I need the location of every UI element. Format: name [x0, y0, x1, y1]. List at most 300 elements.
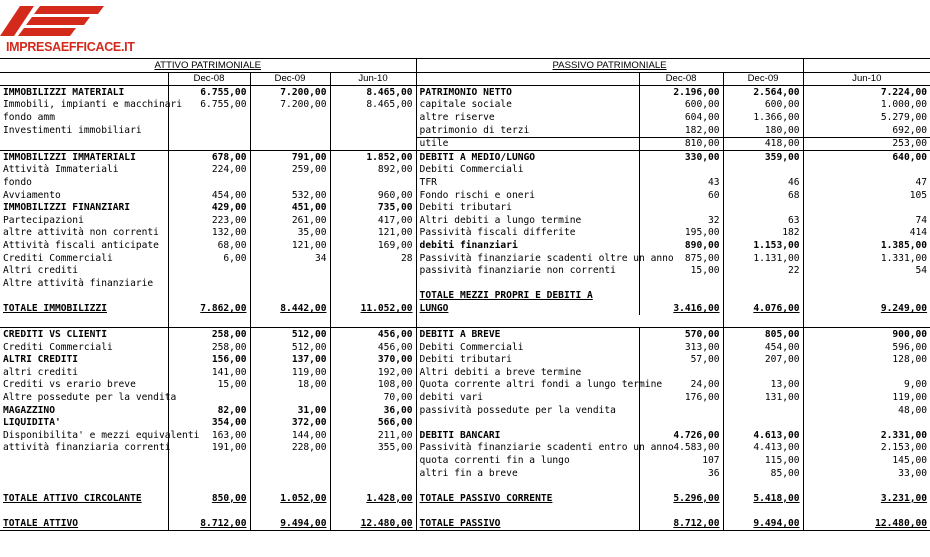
- attivo-label: Altre possedute per la vendita: [0, 391, 168, 404]
- table-row: [0, 137, 930, 151]
- table-row: [0, 366, 930, 379]
- attivo-value: 8.465,00: [330, 86, 416, 99]
- passivo-label: [416, 480, 639, 493]
- table-row: [0, 492, 930, 505]
- passivo-label: [416, 277, 639, 290]
- attivo-value: 156,00: [168, 354, 250, 367]
- attivo-value: [168, 111, 250, 124]
- passivo-value: 47: [915, 176, 928, 188]
- table-row: [0, 99, 930, 112]
- passivo-value: 1.331,00: [880, 252, 928, 264]
- attivo-value: 169,00: [330, 239, 416, 252]
- attivo-value: 8.465,00: [330, 99, 416, 112]
- passivo-label: Debiti tributari: [416, 354, 639, 367]
- passivo-value: 454,00: [723, 341, 803, 354]
- passivo-value: 313,00: [639, 341, 723, 354]
- passivo-value: [803, 277, 930, 290]
- attivo-value: 224,00: [168, 164, 250, 177]
- attivo-value: 192,00: [330, 366, 416, 379]
- attivo-value: 6.755,00: [168, 99, 250, 112]
- table-row: [0, 454, 930, 467]
- attivo-value: 7.200,00: [250, 99, 330, 112]
- attivo-value: 9.494,00: [250, 517, 330, 530]
- passivo-label: DEBITI A BREVE: [416, 328, 639, 341]
- attivo-value: [330, 111, 416, 124]
- passivo-value: 414: [909, 227, 928, 239]
- attivo-title: ATTIVO PATRIMONIALE: [0, 59, 416, 73]
- passivo-value: 2.196,00: [639, 86, 723, 99]
- passivo-value: 7.224,00: [803, 86, 930, 99]
- attivo-value: [330, 124, 416, 137]
- brand-name: IMPRESAEFFICACE.IT: [6, 40, 135, 54]
- passivo-value: 330,00: [639, 151, 723, 164]
- attivo-label: altre attività non correnti: [0, 227, 168, 240]
- attivo-value: 6,00: [168, 252, 250, 265]
- attivo-label: altri crediti: [0, 366, 168, 379]
- attivo-label: CREDITI VS CLIENTI: [0, 328, 168, 341]
- attivo-value: 15,00: [168, 379, 250, 392]
- attivo-period-dec09: Dec-09: [250, 72, 330, 86]
- passivo-value: 1.153,00: [723, 239, 803, 252]
- attivo-label: Crediti vs erario breve: [0, 379, 168, 392]
- passivo-label: PATRIMONIO NETTO: [416, 86, 639, 99]
- attivo-value: [330, 454, 416, 467]
- passivo-value: 9,00: [903, 379, 928, 391]
- attivo-value: 11.052,00: [330, 302, 416, 315]
- attivo-label: attività finanziaria correnti: [0, 442, 168, 455]
- attivo-label: fondo amm: [0, 111, 168, 124]
- attivo-value: [168, 137, 250, 151]
- attivo-label: [0, 467, 168, 480]
- passivo-label: altre riserve: [416, 111, 639, 124]
- passivo-value: 4.583,00: [639, 442, 723, 455]
- attivo-value: [330, 137, 416, 151]
- attivo-value: 512,00: [250, 328, 330, 341]
- passivo-value: [639, 404, 723, 417]
- passivo-value: [639, 277, 723, 290]
- passivo-label: DEBITI BANCARI: [416, 429, 639, 442]
- attivo-value: 258,00: [168, 341, 250, 354]
- attivo-label: fondo: [0, 176, 168, 189]
- attivo-label: Partecipazioni: [0, 214, 168, 227]
- passivo-value: 900,00: [803, 328, 930, 341]
- attivo-value: 678,00: [168, 151, 250, 164]
- passivo-value: 63: [723, 214, 803, 227]
- attivo-label: [0, 505, 168, 518]
- attivo-value: 417,00: [330, 214, 416, 227]
- passivo-value: 1.385,00: [880, 239, 928, 251]
- passivo-value: 9.494,00: [723, 517, 803, 530]
- passivo-value: 4.076,00: [723, 302, 803, 315]
- table-row: [0, 328, 930, 341]
- attivo-value: 34: [250, 252, 330, 265]
- passivo-value: [803, 480, 930, 493]
- table-row: [0, 214, 930, 227]
- attivo-value: 512,00: [250, 341, 330, 354]
- attivo-label: Altri crediti: [0, 265, 168, 278]
- attivo-label: [0, 480, 168, 493]
- attivo-value: 28: [330, 252, 416, 265]
- passivo-value: 207,00: [723, 354, 803, 367]
- attivo-value: [168, 505, 250, 518]
- attivo-value: 1.852,00: [330, 151, 416, 164]
- passivo-value: 5.418,00: [723, 492, 803, 505]
- passivo-label: Quota corrente altri fondi a lungo termine: [416, 379, 639, 392]
- balance-sheet-table: [0, 58, 930, 531]
- passivo-value: 32: [639, 214, 723, 227]
- table-row: [0, 227, 930, 240]
- attivo-value: 68,00: [168, 239, 250, 252]
- table-row: [0, 124, 930, 137]
- table-row: [0, 252, 930, 265]
- passivo-value: 68: [723, 189, 803, 202]
- passivo-value: [639, 480, 723, 493]
- passivo-value: [723, 202, 803, 215]
- passivo-value: [723, 164, 803, 177]
- passivo-label: Altri debiti a breve termine: [416, 366, 639, 379]
- attivo-value: 144,00: [250, 429, 330, 442]
- passivo-value: 600,00: [723, 99, 803, 112]
- passivo-label: debiti finanziari: [416, 239, 639, 252]
- passivo-label: Debiti Commerciali: [416, 164, 639, 177]
- attivo-value: [250, 124, 330, 137]
- passivo-label: utile: [416, 137, 639, 151]
- passivo-label: [416, 505, 639, 518]
- table-row: [0, 315, 930, 328]
- attivo-value: 132,00: [168, 227, 250, 240]
- attivo-value: [330, 176, 416, 189]
- attivo-value: 8.442,00: [250, 302, 330, 315]
- passivo-value: [803, 290, 930, 303]
- passivo-value: 4.413,00: [723, 442, 803, 455]
- passivo-value: 570,00: [639, 328, 723, 341]
- attivo-label: [0, 454, 168, 467]
- passivo-value: 359,00: [723, 151, 803, 164]
- table-row: [0, 480, 930, 493]
- passivo-value: 12.480,00: [803, 517, 930, 530]
- table-row: [0, 189, 930, 202]
- passivo-value: 43: [639, 176, 723, 189]
- passivo-value: [723, 366, 803, 379]
- passivo-value: [639, 505, 723, 518]
- passivo-value: 596,00: [892, 341, 928, 353]
- table-row: [0, 86, 930, 99]
- passivo-value: 600,00: [639, 99, 723, 112]
- passivo-label: TOTALE PASSIVO: [416, 517, 639, 530]
- attivo-value: 355,00: [330, 442, 416, 455]
- attivo-value: [330, 505, 416, 518]
- passivo-value: 105: [909, 189, 928, 201]
- passivo-label: Passività finanziarie scadenti oltre un anno: [416, 252, 639, 265]
- attivo-value: [168, 290, 250, 303]
- passivo-value: 24,00: [639, 379, 723, 392]
- passivo-value: [803, 366, 930, 379]
- attivo-value: 228,00: [250, 442, 330, 455]
- attivo-value: 6.755,00: [168, 86, 250, 99]
- attivo-value: 258,00: [168, 328, 250, 341]
- passivo-label: Passività finanziarie scadenti entro un anno: [416, 442, 639, 455]
- passivo-value: 145,00: [892, 455, 928, 466]
- table-row: [0, 277, 930, 290]
- passivo-value: 74: [915, 214, 928, 226]
- attivo-label: LIQUIDITA': [0, 417, 168, 430]
- attivo-value: [168, 480, 250, 493]
- passivo-value: 3.231,00: [880, 492, 928, 504]
- attivo-value: 451,00: [250, 202, 330, 215]
- passivo-value: 176,00: [639, 391, 723, 404]
- attivo-label: TOTALE ATTIVO CIRCOLANTE: [0, 492, 168, 505]
- passivo-label: Passività fiscali differite: [416, 227, 639, 240]
- passivo-value: 8.712,00: [639, 517, 723, 530]
- passivo-value: 3.416,00: [639, 302, 723, 315]
- attivo-value: 1.428,00: [330, 492, 416, 505]
- attivo-value: [330, 480, 416, 493]
- attivo-value: 8.712,00: [168, 517, 250, 530]
- attivo-value: 566,00: [330, 417, 416, 430]
- attivo-value: [250, 277, 330, 290]
- attivo-period-jun10: Jun-10: [330, 72, 416, 86]
- attivo-value: [168, 265, 250, 278]
- attivo-label: [0, 290, 168, 303]
- attivo-value: [250, 137, 330, 151]
- passivo-label: Debiti Commerciali: [416, 341, 639, 354]
- passivo-value: [723, 417, 803, 430]
- attivo-value: [168, 176, 250, 189]
- attivo-value: 454,00: [168, 189, 250, 202]
- attivo-value: 18,00: [250, 379, 330, 392]
- passivo-value: [723, 505, 803, 518]
- attivo-value: 261,00: [250, 214, 330, 227]
- passivo-value: 131,00: [723, 391, 803, 404]
- passivo-period-jun10: Jun-10: [803, 72, 930, 86]
- passivo-label: altri fin a breve: [416, 467, 639, 480]
- passivo-label: [416, 417, 639, 430]
- attivo-value: [250, 290, 330, 303]
- attivo-value: 850,00: [168, 492, 250, 505]
- table-row: [0, 505, 930, 518]
- attivo-label: ALTRI CREDITI: [0, 354, 168, 367]
- passivo-value: [723, 404, 803, 417]
- passivo-value: 46: [723, 176, 803, 189]
- attivo-value: 121,00: [250, 239, 330, 252]
- passivo-value: 1.366,00: [723, 111, 803, 124]
- attivo-value: [250, 467, 330, 480]
- table-row: [0, 379, 930, 392]
- attivo-value: 370,00: [330, 354, 416, 367]
- table-row: [0, 354, 930, 367]
- passivo-value: 48,00: [898, 404, 928, 416]
- passivo-value: 195,00: [639, 227, 723, 240]
- table-row: [0, 290, 930, 303]
- attivo-value: 354,00: [168, 417, 250, 430]
- attivo-label: IMMOBILIZZI FINANZIARI: [0, 202, 168, 215]
- passivo-value: 36: [639, 467, 723, 480]
- attivo-value: [168, 124, 250, 137]
- table-row: [0, 164, 930, 177]
- passivo-label: quota correnti fin a lungo: [416, 454, 639, 467]
- attivo-value: [250, 454, 330, 467]
- passivo-period-dec09: Dec-09: [723, 72, 803, 86]
- attivo-value: [168, 454, 250, 467]
- passivo-value: [639, 202, 723, 215]
- attivo-value: 137,00: [250, 354, 330, 367]
- attivo-value: 791,00: [250, 151, 330, 164]
- passivo-value: 4.726,00: [639, 429, 723, 442]
- attivo-value: 70,00: [330, 391, 416, 404]
- passivo-value: [639, 164, 723, 177]
- attivo-value: 163,00: [168, 429, 250, 442]
- passivo-label: TFR: [416, 176, 639, 189]
- passivo-value: 180,00: [723, 124, 803, 137]
- passivo-value: [803, 505, 930, 518]
- passivo-value: [803, 417, 930, 430]
- passivo-value: 805,00: [723, 328, 803, 341]
- table-row: [0, 176, 930, 189]
- table-row: [0, 341, 930, 354]
- attivo-value: 7.200,00: [250, 86, 330, 99]
- passivo-value: 60: [639, 189, 723, 202]
- attivo-value: 429,00: [168, 202, 250, 215]
- passivo-value: 2.564,00: [723, 86, 803, 99]
- attivo-label: MAGAZZINO: [0, 404, 168, 417]
- passivo-label: LUNGO: [416, 302, 639, 315]
- attivo-value: [168, 277, 250, 290]
- attivo-label: Crediti Commerciali: [0, 252, 168, 265]
- table-row: [0, 442, 930, 455]
- brand-logo: [4, 4, 135, 54]
- passivo-label: TOTALE MEZZI PROPRI E DEBITI A: [416, 290, 639, 303]
- attivo-label: Avviamento: [0, 189, 168, 202]
- passivo-value: 2.331,00: [880, 429, 928, 441]
- attivo-value: 892,00: [330, 164, 416, 177]
- passivo-value: 640,00: [803, 151, 930, 164]
- attivo-value: 372,00: [250, 417, 330, 430]
- attivo-value: [250, 176, 330, 189]
- attivo-value: 735,00: [330, 202, 416, 215]
- table-row: [0, 391, 930, 404]
- passivo-value: [803, 164, 930, 177]
- passivo-value: 2.153,00: [880, 442, 928, 454]
- attivo-value: [168, 467, 250, 480]
- passivo-title: PASSIVO PATRIMONIALE: [416, 59, 803, 73]
- passivo-value: 54: [915, 265, 928, 277]
- passivo-value: 5.296,00: [639, 492, 723, 505]
- attivo-value: 35,00: [250, 227, 330, 240]
- passivo-value: 4.613,00: [723, 429, 803, 442]
- passivo-value: 182,00: [639, 124, 723, 137]
- attivo-value: 141,00: [168, 366, 250, 379]
- logo-mark-icon: [4, 4, 108, 38]
- passivo-value: 890,00: [639, 239, 723, 252]
- attivo-value: 82,00: [168, 404, 250, 417]
- attivo-label: Crediti Commerciali: [0, 341, 168, 354]
- attivo-value: 960,00: [330, 189, 416, 202]
- attivo-value: [250, 505, 330, 518]
- table-row: [0, 467, 930, 480]
- passivo-value: 119,00: [892, 392, 928, 404]
- passivo-value: 22: [723, 265, 803, 278]
- attivo-value: [330, 265, 416, 278]
- passivo-label: Fondo rischi e oneri: [416, 189, 639, 202]
- attivo-period-dec08: Dec-08: [168, 72, 250, 86]
- passivo-value: 182: [723, 227, 803, 240]
- table-row: [0, 302, 930, 315]
- passivo-label: passività finanziarie non correnti: [416, 265, 639, 278]
- attivo-value: [250, 111, 330, 124]
- attivo-value: 121,00: [330, 227, 416, 240]
- attivo-value: [330, 290, 416, 303]
- passivo-label: debiti vari: [416, 391, 639, 404]
- attivo-label: TOTALE IMMOBILIZZI: [0, 302, 168, 315]
- table-row: [0, 417, 930, 430]
- passivo-label: patrimonio di terzi: [416, 124, 639, 137]
- attivo-label: Disponibilita' e mezzi equivalenti: [0, 429, 168, 442]
- table-row: [0, 429, 930, 442]
- attivo-label: Immobili, impianti e macchinari: [0, 99, 168, 112]
- passivo-value: 692,00: [892, 124, 928, 136]
- passivo-value: [639, 417, 723, 430]
- passivo-label: TOTALE PASSIVO CORRENTE: [416, 492, 639, 505]
- attivo-value: 223,00: [168, 214, 250, 227]
- attivo-value: 532,00: [250, 189, 330, 202]
- attivo-value: [168, 391, 250, 404]
- passivo-value: [723, 277, 803, 290]
- passivo-value: 33,00: [898, 467, 928, 479]
- table-row: [0, 151, 930, 164]
- attivo-value: 36,00: [330, 404, 416, 417]
- attivo-value: [330, 277, 416, 290]
- passivo-value: 810,00: [639, 137, 723, 151]
- passivo-value: [803, 202, 930, 215]
- passivo-label: capitale sociale: [416, 99, 639, 112]
- passivo-value: 107: [639, 454, 723, 467]
- passivo-label: Altri debiti a lungo termine: [416, 214, 639, 227]
- passivo-value: 9.249,00: [880, 302, 928, 314]
- passivo-period-dec08: Dec-08: [639, 72, 723, 86]
- passivo-value: 1.131,00: [723, 252, 803, 265]
- attivo-label: Investimenti immobiliari: [0, 124, 168, 137]
- attivo-label: Attività fiscali anticipate: [0, 239, 168, 252]
- attivo-label: Attività Immateriali: [0, 164, 168, 177]
- passivo-value: 5.279,00: [880, 111, 928, 123]
- attivo-value: 31,00: [250, 404, 330, 417]
- passivo-value: 418,00: [723, 137, 803, 151]
- attivo-value: 456,00: [330, 328, 416, 341]
- attivo-value: 259,00: [250, 164, 330, 177]
- attivo-value: [250, 265, 330, 278]
- passivo-value: 57,00: [639, 354, 723, 367]
- attivo-value: 119,00: [250, 366, 330, 379]
- passivo-value: [723, 290, 803, 303]
- passivo-value: 15,00: [639, 265, 723, 278]
- attivo-label: IMMOBILIZZI MATERIALI: [0, 86, 168, 99]
- passivo-value: 875,00: [639, 252, 723, 265]
- table-row: [0, 239, 930, 252]
- attivo-value: [250, 480, 330, 493]
- table-row: [0, 202, 930, 215]
- passivo-value: 13,00: [723, 379, 803, 392]
- passivo-value: [639, 366, 723, 379]
- attivo-value: 12.480,00: [330, 517, 416, 530]
- table-row: [0, 517, 930, 530]
- passivo-value: 1.000,00: [880, 99, 928, 111]
- passivo-value: 115,00: [723, 454, 803, 467]
- attivo-label: Altre attività finanziarie: [0, 277, 168, 290]
- table-row: [0, 265, 930, 278]
- table-row: [0, 404, 930, 417]
- attivo-value: [330, 467, 416, 480]
- attivo-value: 191,00: [168, 442, 250, 455]
